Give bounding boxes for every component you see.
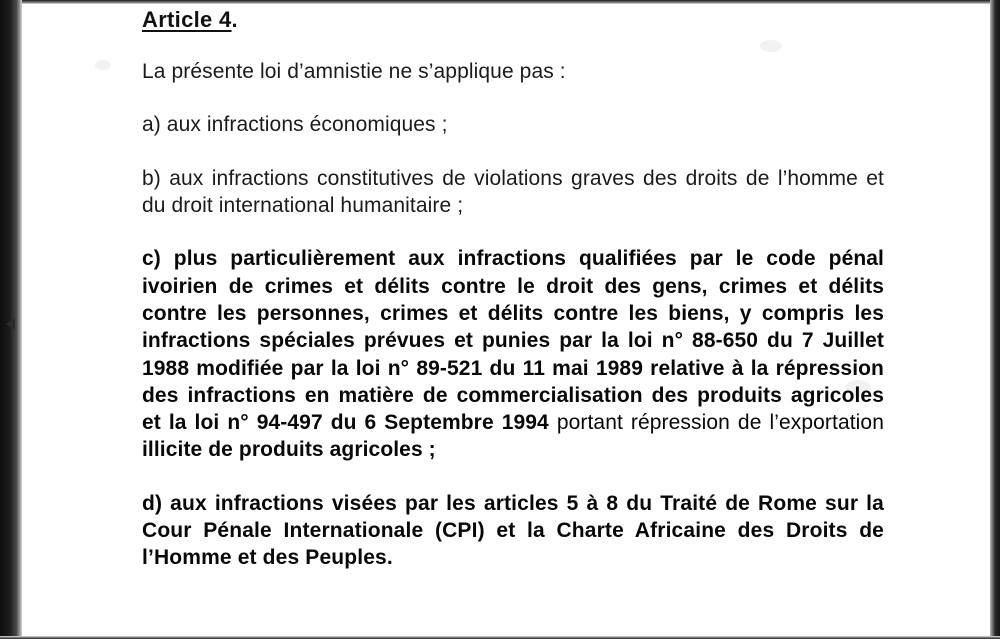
left-margin-triangle-marker — [6, 318, 15, 330]
article-heading — [142, 8, 884, 32]
document-body — [142, 8, 884, 572]
page-top-dark-edge — [0, 0, 1000, 4]
clause-d: d) aux infractions visées par les articles 5 à 8 du Traité de Rome sur la Cour Pénale Internationale (CPI) et la Charte Africaine des Droits de l’Homme et des Peuples. — [142, 491, 884, 570]
article-heading-label: Article 4 — [142, 7, 232, 32]
clause-c-lead: c) plus particulièrement aux infractions qualifiées par le code pénal ivoirien de crimes et délits contre le droit des gens, crimes et délits contre les personnes, crimes et délits contre les biens, y compris les infractions spéciales prévues et punies par la loi n° 88-650 du 7 Juillet 1988 modifiée par la loi n° 89-521 du 11 mai 1989 relative à la répression des infractions en matière de commercialisation des produits agricoles et la loi n° 94-497 du 6 Septembre 1994 — [142, 247, 884, 435]
clause-c-tail-regular: portant répression de l’exportation — [556, 411, 884, 435]
page-right-dark-edge — [990, 0, 1000, 639]
clause-a: a) aux infractions économiques ; — [142, 113, 448, 137]
scan-smudge — [95, 60, 111, 70]
article-heading-period: . — [231, 7, 238, 32]
intro-paragraph: La présente loi d’amnistie ne s’applique pas : — [142, 60, 566, 84]
clause-b: b) aux infractions constitutives de violations graves des droits de l’homme et du droit international humanitaire ; — [142, 166, 884, 218]
clause-c — [142, 245, 884, 463]
clause-c-tail-bold: illicite de produits agricoles ; — [142, 438, 436, 462]
